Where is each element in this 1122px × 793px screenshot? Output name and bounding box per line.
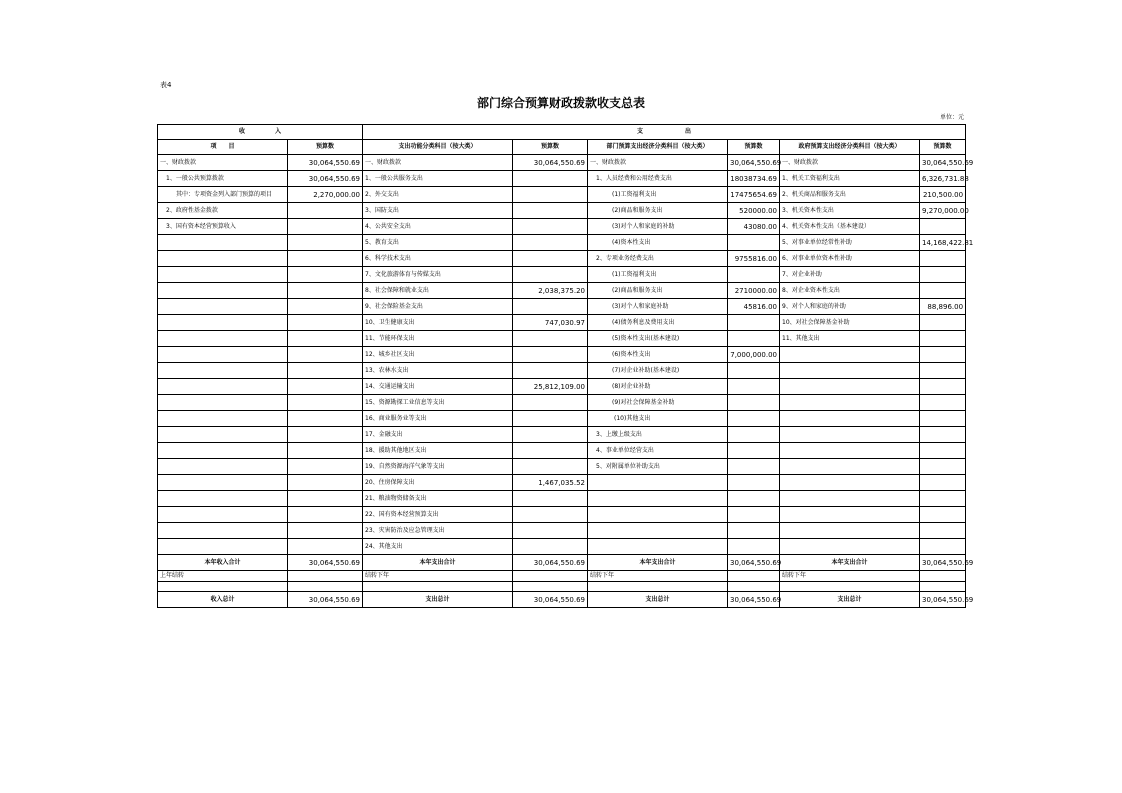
budget-cell [728,571,780,582]
budget-cell: 30,064,550.69 [920,555,966,571]
table-row [158,523,966,539]
budget-cell [288,395,363,411]
budget-cell [728,443,780,459]
label-cell: (7)对企业补助(基本建设) [588,363,728,379]
label-cell [158,235,288,251]
label-cell [780,507,920,523]
budget-cell [513,427,588,443]
budget-header: 预算数 [513,140,588,155]
label-cell: 1、人员经费和公用经费支出 [588,171,728,187]
label-cell [780,379,920,395]
budget-cell [920,475,966,491]
label-cell: (10)其他支出 [588,411,728,427]
budget-cell [728,427,780,443]
label-cell: 6、科学技术支出 [363,251,513,267]
budget-table [157,124,974,608]
label-cell [158,379,288,395]
label-cell: 12、城乡社区支出 [363,347,513,363]
label-cell: 一、财政拨款 [363,155,513,171]
budget-cell [513,507,588,523]
table-row [158,315,966,331]
table-row [158,299,966,315]
table-row [158,459,966,475]
budget-cell [728,331,780,347]
budget-cell: 17475654.69 [728,187,780,203]
empty-cell [780,582,920,592]
budget-cell [920,571,966,582]
label-cell: 22、国有资本经营预算支出 [363,507,513,523]
budget-cell [288,235,363,251]
label-cell: 支出总计 [780,592,920,608]
budget-cell [920,363,966,379]
budget-cell [920,395,966,411]
budget-cell [513,523,588,539]
budget-cell [288,459,363,475]
label-cell: 10、对社会保障基金补助 [780,315,920,331]
label-cell: 本年收入合计 [158,555,288,571]
budget-cell [288,427,363,443]
budget-cell: 88,896.00 [920,299,966,315]
label-cell: (6)资本性支出 [588,347,728,363]
budget-cell [920,283,966,299]
budget-cell [728,315,780,331]
label-cell: 11、节能环保支出 [363,331,513,347]
page-title: 部门综合预算财政拨款收支总表 [476,96,645,110]
budget-cell: 2710000.00 [728,283,780,299]
label-cell: 支出总计 [588,592,728,608]
unit-label: 单位：元 [939,114,964,121]
label-cell [158,395,288,411]
budget-cell [920,507,966,523]
label-cell: (2)商品和服务支出 [588,203,728,219]
label-cell: 8、对企业资本性支出 [780,283,920,299]
budget-cell [728,235,780,251]
budget-cell: 30,064,550.69 [728,555,780,571]
budget-cell [513,235,588,251]
label-cell: 4、机关资本性支出（基本建设） [780,219,920,235]
budget-cell [920,219,966,235]
budget-cell: 520000.00 [728,203,780,219]
budget-cell [728,523,780,539]
label-cell: 4、事业单位经营支出 [588,443,728,459]
label-cell [780,491,920,507]
budget-cell [728,491,780,507]
label-cell: 3、国防支出 [363,203,513,219]
empty-cell [920,582,966,592]
table-row [158,155,966,171]
budget-cell: 30,064,550.69 [728,592,780,608]
label-cell: 2、外交支出 [363,187,513,203]
budget-cell: 9755816.00 [728,251,780,267]
label-cell [780,347,920,363]
budget-cell [728,363,780,379]
budget-cell: 45816.00 [728,299,780,315]
budget-cell [288,363,363,379]
label-cell: 支出总计 [363,592,513,608]
budget-cell [513,203,588,219]
label-cell: 1、一般公共服务支出 [363,171,513,187]
table-row [158,203,966,219]
label-cell: 1、机关工资福利支出 [780,171,920,187]
label-cell [158,491,288,507]
empty-cell [158,582,288,592]
label-cell: 10、卫生健康支出 [363,315,513,331]
budget-cell [513,347,588,363]
year-total-row [158,555,966,571]
budget-cell [288,315,363,331]
budget-cell [920,443,966,459]
label-cell: 6、对事业单位资本性补助 [780,251,920,267]
budget-cell [288,507,363,523]
budget-cell [513,251,588,267]
budget-cell [728,475,780,491]
label-cell: 3、机关资本性支出 [780,203,920,219]
budget-cell [513,363,588,379]
table-row [158,219,966,235]
budget-cell [728,459,780,475]
budget-cell [513,491,588,507]
budget-cell [920,427,966,443]
budget-cell: 30,064,550.69 [288,555,363,571]
budget-cell: 30,064,550.69 [288,171,363,187]
label-cell [158,475,288,491]
label-cell: 4、公共安全支出 [363,219,513,235]
table-row [158,363,966,379]
label-cell: 24、其他支出 [363,539,513,555]
table-tag: 表4 [160,81,172,89]
empty-cell [513,582,588,592]
table-row [158,187,966,203]
budget-cell [288,475,363,491]
label-cell [780,395,920,411]
budget-cell [920,459,966,475]
table-row [158,491,966,507]
label-cell: 7、文化旅游体育与传媒支出 [363,267,513,283]
empty-cell [288,582,363,592]
label-cell: 结转下年 [780,571,920,582]
label-cell: 20、住房保障支出 [363,475,513,491]
label-cell: 17、金融支出 [363,427,513,443]
table-row [158,379,966,395]
budget-cell [288,523,363,539]
label-cell: (1)工资福利支出 [588,187,728,203]
func-class-header: 支出功能分类科目（按大类） [363,140,513,155]
label-cell: 23、灾害防治及应急管理支出 [363,523,513,539]
label-cell: 9、社会保险基金支出 [363,299,513,315]
budget-cell [288,219,363,235]
budget-cell: 18038734.69 [728,171,780,187]
expense-header: 支 出 [363,125,966,140]
budget-cell [513,331,588,347]
budget-cell: 30,064,550.69 [513,555,588,571]
label-cell [158,427,288,443]
budget-cell [920,347,966,363]
label-cell: 本年支出合计 [588,555,728,571]
budget-cell [513,171,588,187]
label-cell: 一、财政拨款 [780,155,920,171]
label-cell: (3)对个人和家庭的补助 [588,219,728,235]
label-cell [158,443,288,459]
label-cell: (3)对个人和家庭补助 [588,299,728,315]
label-cell [158,459,288,475]
budget-cell [920,491,966,507]
table-row [158,171,966,187]
label-cell: 上年结转 [158,571,288,582]
label-cell: 本年支出合计 [363,555,513,571]
budget-cell [728,395,780,411]
label-cell [158,539,288,555]
empty-cell [728,582,780,592]
label-cell: 结转下年 [363,571,513,582]
label-cell [158,507,288,523]
label-cell [158,331,288,347]
label-cell [158,267,288,283]
dept-econ-class-header: 部门预算支出经济分类科目（按大类） [588,140,728,155]
budget-cell: 25,812,109.00 [513,379,588,395]
budget-cell [288,443,363,459]
budget-cell [513,459,588,475]
label-cell: 21、粮油物资储备支出 [363,491,513,507]
label-cell [158,411,288,427]
label-cell: 19、自然资源海洋气象等支出 [363,459,513,475]
empty-cell [363,582,513,592]
label-cell [158,523,288,539]
budget-cell [920,523,966,539]
label-cell [780,443,920,459]
label-cell: 8、社会保障和就业支出 [363,283,513,299]
budget-cell [513,219,588,235]
budget-cell [288,411,363,427]
budget-cell [728,267,780,283]
label-cell: 3、上缴上级支出 [588,427,728,443]
label-cell [588,507,728,523]
budget-header: 预算数 [288,140,363,155]
budget-cell: 7,000,000.00 [728,347,780,363]
label-cell: 2、机关商品和服务支出 [780,187,920,203]
budget-cell: 210,500.00 [920,187,966,203]
table-row [158,443,966,459]
label-cell [158,299,288,315]
budget-cell: 2,270,000.00 [288,187,363,203]
budget-cell: 1,467,035.52 [513,475,588,491]
label-cell: 9、对个人和家庭的补助 [780,299,920,315]
empty-cell [588,582,728,592]
table-row [158,411,966,427]
label-cell: 5、对事业单位经常性补助 [780,235,920,251]
budget-cell [513,187,588,203]
label-cell [158,363,288,379]
label-cell [588,475,728,491]
label-cell: 一、财政拨款 [158,155,288,171]
spacer-row [158,582,966,592]
table-row [158,347,966,363]
label-cell [780,523,920,539]
budget-cell: 6,326,731.88 [920,171,966,187]
budget-cell [513,299,588,315]
budget-cell [513,267,588,283]
budget-cell: 30,064,550.69 [920,155,966,171]
budget-cell [920,411,966,427]
table-row [158,427,966,443]
label-cell [158,283,288,299]
table-row [158,251,966,267]
table-row [158,475,966,491]
budget-cell [513,539,588,555]
label-cell: 2、专项业务经费支出 [588,251,728,267]
budget-cell [288,571,363,582]
budget-cell [728,507,780,523]
label-cell [780,363,920,379]
budget-cell [920,539,966,555]
label-cell: 11、其他支出 [780,331,920,347]
label-cell: 一、财政拨款 [588,155,728,171]
budget-cell [920,267,966,283]
label-cell [588,523,728,539]
budget-cell: 43080.00 [728,219,780,235]
budget-cell [288,203,363,219]
label-cell: 收入总计 [158,592,288,608]
label-cell: 本年支出合计 [780,555,920,571]
budget-cell: 9,270,000.00 [920,203,966,219]
label-cell: (4)债务利息及费用支出 [588,315,728,331]
label-cell: (8)对企业补助 [588,379,728,395]
budget-cell [513,571,588,582]
budget-cell [288,331,363,347]
label-cell [780,427,920,443]
label-cell [780,459,920,475]
label-cell [780,475,920,491]
label-cell: 3、国有资本经营预算收入 [158,219,288,235]
header-row-1 [158,125,966,140]
budget-cell [920,315,966,331]
label-cell: 1、一般公共预算拨款 [158,171,288,187]
label-cell: 结转下年 [588,571,728,582]
budget-cell: 30,064,550.69 [513,592,588,608]
label-cell: 5、教育支出 [363,235,513,251]
budget-cell [288,347,363,363]
label-cell: 7、对企业补助 [780,267,920,283]
label-cell: 5、对附属单位补助支出 [588,459,728,475]
budget-cell: 30,064,550.69 [920,592,966,608]
label-cell: 15、资源勘探工业信息等支出 [363,395,513,411]
label-cell: (1)工资福利支出 [588,267,728,283]
label-cell: 16、商业服务业等支出 [363,411,513,427]
carry-row [158,571,966,582]
budget-cell [288,299,363,315]
budget-cell: 30,064,550.69 [513,155,588,171]
budget-cell: 2,038,375.20 [513,283,588,299]
table-row [158,395,966,411]
label-cell [588,491,728,507]
budget-cell: 747,030.97 [513,315,588,331]
label-cell: (2)商品和服务支出 [588,283,728,299]
gov-econ-class-header: 政府预算支出经济分类科目（按大类） [780,140,920,155]
budget-cell [288,491,363,507]
label-cell [158,315,288,331]
budget-cell [920,379,966,395]
item-header: 项 目 [158,140,288,155]
table-row [158,235,966,251]
label-cell [780,411,920,427]
label-cell: (9)对社会保障基金补助 [588,395,728,411]
budget-cell [513,443,588,459]
table-row [158,267,966,283]
budget-cell [728,379,780,395]
label-cell: 2、政府性基金拨款 [158,203,288,219]
table-row [158,539,966,555]
budget-cell [920,251,966,267]
budget-cell: 14,168,422.81 [920,235,966,251]
budget-header: 预算数 [728,140,780,155]
table-row [158,331,966,347]
label-cell [158,347,288,363]
budget-cell [920,331,966,347]
budget-cell [288,379,363,395]
grand-total-row [158,592,966,608]
budget-cell [513,395,588,411]
budget-cell [513,411,588,427]
budget-cell: 30,064,550.69 [728,155,780,171]
budget-cell: 30,064,550.69 [288,155,363,171]
budget-cell [728,411,780,427]
label-cell [780,539,920,555]
budget-cell [728,539,780,555]
income-header: 收 入 [158,125,363,140]
label-cell: 18、援助其他地区支出 [363,443,513,459]
label-cell [588,539,728,555]
budget-cell [288,267,363,283]
table-row [158,283,966,299]
label-cell: (5)资本性支出(基本建设) [588,331,728,347]
budget-cell: 30,064,550.69 [288,592,363,608]
label-cell [158,251,288,267]
budget-cell [288,251,363,267]
table-row [158,507,966,523]
label-cell: 13、农林水支出 [363,363,513,379]
budget-cell [288,539,363,555]
label-cell: (4)资本性支出 [588,235,728,251]
label-cell: 其中：专项资金列入部门预算的项目 [158,187,288,203]
header-row-2 [158,140,966,155]
budget-header: 预算数 [920,140,966,155]
label-cell: 14、交通运输支出 [363,379,513,395]
budget-cell [288,283,363,299]
